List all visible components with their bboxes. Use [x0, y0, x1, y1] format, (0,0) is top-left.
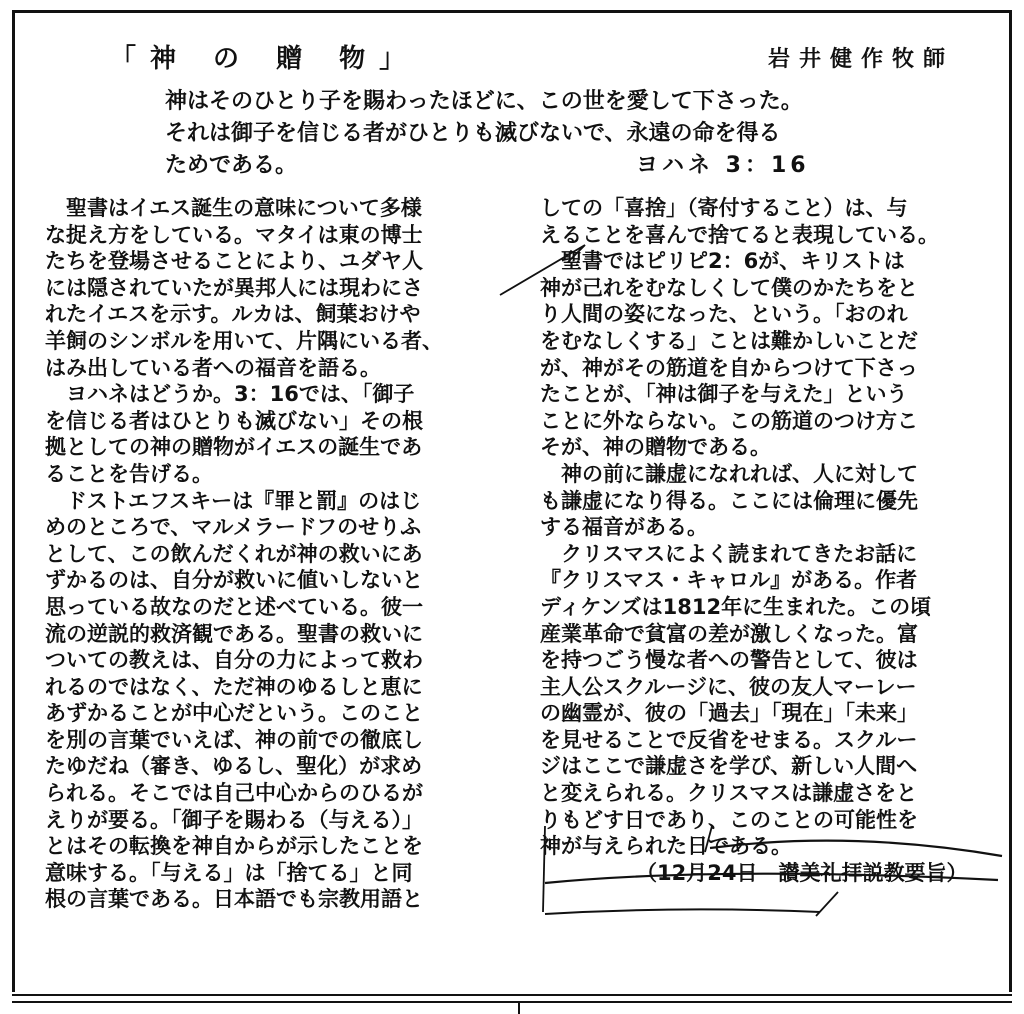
body-line: 流の逆説的救済観である。聖書の救いに [45, 621, 423, 646]
column-divider-tick [518, 1003, 520, 1014]
frame-top-border [12, 10, 1012, 13]
body-line: たゆだね（審き、ゆるし、聖化）が求め [45, 754, 423, 779]
body-line: 聖書ではピリピ2：6が、キリストは [540, 249, 905, 274]
body-line: ことに外ならない。この筋道のつけ方こ [540, 408, 918, 433]
body-line: な捉え方をしている。マタイは東の博士 [45, 222, 423, 247]
body-line: する福音がある。 [540, 515, 708, 540]
scripture-reference: ヨハネ 3：16 [636, 153, 810, 178]
pen-underline-mark-3 [545, 909, 820, 914]
body-line: はみ出している者への福音を語る。 [45, 355, 381, 380]
body-line: しての「喜捨」（寄付すること）は、与 [540, 196, 908, 220]
frame-right-border [1009, 10, 1012, 992]
body-line: 神が与えられた日である。 [540, 834, 792, 859]
body-line: 拠としての神の贈物がイエスの誕生であ [45, 435, 423, 460]
body-line: とはその転換を神自からが示したことを [45, 834, 423, 859]
body-line: 根の言葉である。日本語でも宗教用語と [45, 887, 423, 912]
body-line: あずかることが中心だという。このこと [45, 701, 423, 726]
body-line: 聖書はイエス誕生の意味について多様 [45, 196, 422, 220]
body-line: ついての教えは、自分の力によって救わ [45, 648, 423, 673]
body-line: 意味する。「与える」は「捨てる」と同 [45, 860, 413, 885]
pen-end-mark [816, 892, 838, 916]
body-column-left [45, 195, 505, 913]
body-line: 産業革命で貧富の差が激しくなった。富 [540, 621, 918, 646]
frame-bottom-border-double [12, 1001, 1012, 1003]
body-line: の幽霊が、彼の「過去」「現在」「未来」 [540, 701, 918, 726]
body-line: ドストエフスキーは『罪と罰』のはじ [45, 488, 422, 513]
body-line: 『クリスマス・キャロル』がある。作者 [540, 568, 918, 593]
scripture-verse-line-2: それは御子を信じる者がひとりも滅びないで、永遠の命を得る [165, 121, 781, 146]
body-line: ジはここで謙虚さを学び、新しい人間へ [540, 754, 918, 779]
frame-left-border [12, 10, 15, 992]
body-line: 神の前に謙虚になれれば、人に対して [540, 461, 918, 486]
body-line: たちを登場させることにより、ユダヤ人 [45, 249, 423, 274]
body-line: ずかるのは、自分が救いに値いしないと [45, 568, 423, 593]
body-line: めのところで、マルメラードフのせりふ [45, 515, 422, 540]
body-line: には隠されていたが異邦人には現わにさ [45, 275, 423, 300]
body-line: ヨハネはどうか。3：16では、「御子 [45, 382, 415, 407]
body-line: をむなしくする」ことは難かしいことだ [540, 328, 918, 353]
sermon-signature: （12月24日 讃美礼拝説教要旨） [636, 860, 968, 885]
body-line: が、神がその筋道を自からつけて下さっ [540, 355, 918, 380]
body-line: られる。そこでは自己中心からのひるが [45, 781, 423, 806]
body-line: と変えられる。クリスマスは謙虚さをと [540, 781, 918, 806]
frame-bottom-border [12, 994, 1012, 996]
body-line: たことが、「神は御子を与えた」という [540, 382, 908, 407]
body-line: えりが要る。「御子を賜わる（与える）」 [45, 807, 423, 832]
scripture-verse-line-3: ためである。 [165, 153, 298, 178]
body-line: 主人公スクルージに、彼の友人マーレー [540, 674, 917, 699]
body-line: り人間の姿になった、という。「おのれ [540, 302, 908, 327]
body-line: ディケンズは1812年に生まれた。この頃 [540, 594, 932, 619]
body-line: れるのではなく、ただ神のゆるしと恵に [45, 674, 423, 699]
body-line: そが、神の贈物である。 [540, 435, 771, 460]
body-line: えることを喜んで捨てると表現している。 [540, 222, 939, 247]
body-line: 神が己れをむなしくして僕のかたちをと [540, 275, 918, 300]
body-line: ることを告げる。 [45, 461, 213, 486]
body-line: を見せることで反省をせまる。スクルー [540, 727, 918, 752]
body-line: クリスマスによく読まれてきたお話に [540, 541, 918, 566]
body-line: れたイエスを示す。ルカは、飼葉おけや [45, 302, 421, 327]
body-line: りもどす日であり、このことの可能性を [540, 807, 918, 832]
scripture-verse-line-1: 神はそのひとり子を賜わったほどに、この世を愛して下さった。 [165, 89, 803, 114]
author-name: 岩井健作牧師 [768, 47, 955, 72]
article-title: 「神 の 贈 物」 [110, 44, 420, 74]
body-line: として、この飲んだくれが神の救いにあ [45, 541, 423, 566]
body-line: も謙虚になり得る。ここには倫理に優先 [540, 488, 918, 513]
body-line: 羊飼のシンボルを用いて、片隅にいる者、 [45, 328, 444, 353]
body-line: を持つごう慢な者への警告として、彼は [540, 648, 918, 673]
body-line: 思っている故なのだと述べている。彼一 [45, 594, 423, 619]
body-line: を別の言葉でいえば、神の前での徹底し [45, 727, 423, 752]
body-column-right [540, 195, 1000, 886]
body-line: を信じる者はひとりも滅びない」その根 [45, 408, 423, 433]
